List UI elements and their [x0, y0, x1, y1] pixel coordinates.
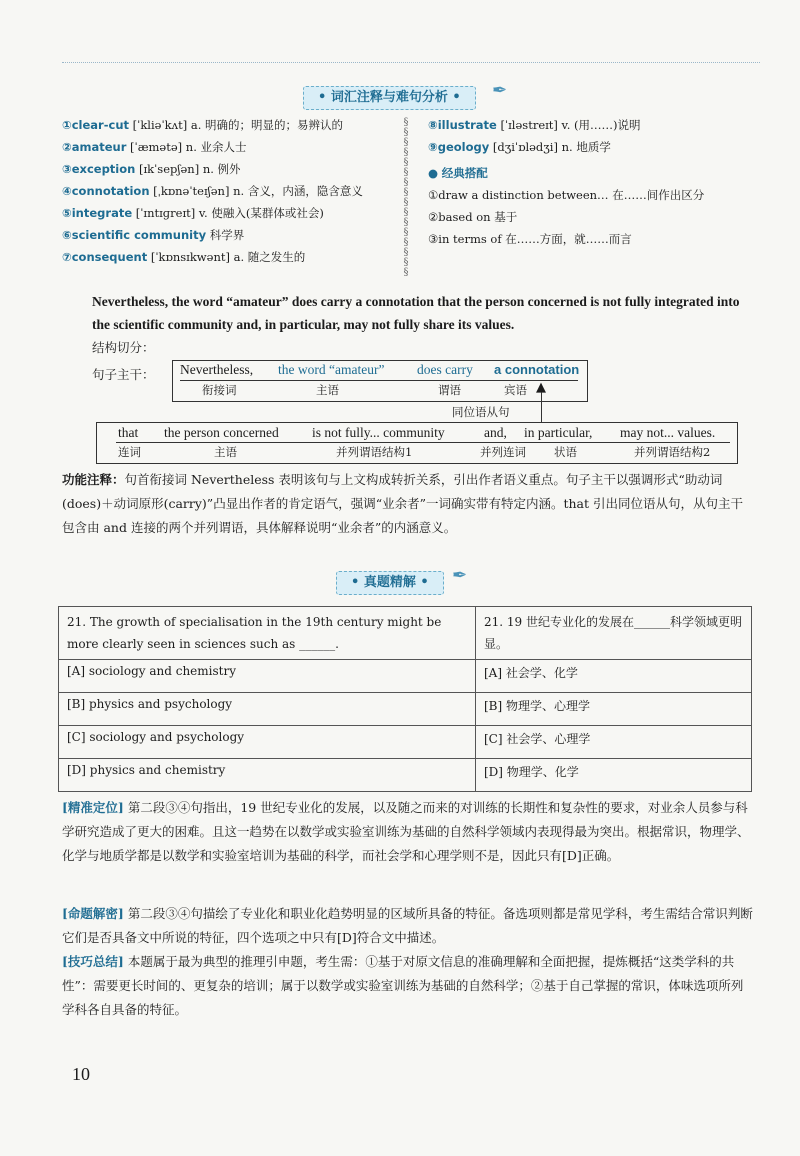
- function-note-head: 功能注释：: [62, 472, 125, 487]
- chunk-connector: Nevertheless,: [180, 362, 254, 377]
- label-subject: 主语: [316, 383, 339, 397]
- analysis-head: [技巧总结]: [62, 954, 124, 969]
- collocation-item: ②based on 基于: [428, 210, 518, 224]
- banner-dot: •: [318, 90, 331, 105]
- table-row: [59, 726, 752, 759]
- vocab-item: ③exception [ɪkˈsepʃən] n. 例外: [62, 162, 241, 176]
- feather-icon: ✒: [492, 80, 508, 101]
- collocation-heading: ● 经典搭配: [428, 166, 488, 180]
- option-en: [C] sociology and psychology: [59, 726, 476, 759]
- option-en: [B] physics and psychology: [59, 693, 476, 726]
- vocab-item: ⑥scientific community 科学界: [62, 228, 245, 242]
- question-en: 21. The growth of specialisation in the 19th century might be more clearly seen in sciences such as ______.: [59, 607, 476, 660]
- vocab-item: ⑤integrate [ˈɪntɪɡreɪt] v. 使融入(某群体或社会): [62, 206, 324, 220]
- top-divider: [62, 62, 760, 63]
- function-note: 功能注释：句首衔接词 Nevertheless 表明该句与上文构成转折关系，引出作者语义重点。句子主干以强调形式“助动词(does)＋动词原形(carry)”凸显出作者的肯定语气，强调“业余者”一词确实带有特定内涵。that 引出同位语从句，从句主干包含由 and 连接的两个并列谓语，具体解释说明“业余者”的内涵意义。: [62, 472, 744, 535]
- vocab-banner-title: 词汇注释与难句分析: [330, 90, 448, 105]
- chunk-object: a connotation: [494, 362, 580, 377]
- chunk-that: that: [118, 425, 139, 440]
- analysis-summary: [技巧总结] 本题属于最为典型的推理引申题，考生需：①基于对原文信息的准确理解和全面把握，提炼概括“这类学科的共性”：需要更长时间的、更复杂的培训；属于以数学或实验室训练为基础的自然科学；②基于自己掌握的常识，体味选项所列学科各自具备的特征。: [62, 954, 744, 1017]
- option-en: [D] physics and chemistry: [59, 759, 476, 792]
- banner-dot: •: [415, 575, 429, 590]
- chunk-adverbial: in particular,: [524, 425, 593, 440]
- analysis-head: [命题解密]: [62, 906, 124, 921]
- vocab-item: ⑧illustrate [ˈɪləstreɪt] v. (用……)说明: [428, 118, 641, 132]
- label-conjunction: 连词: [118, 445, 141, 459]
- vocab-item: ②amateur [ˈæmətə] n. 业余人士: [62, 140, 247, 154]
- collocation-item: ①draw a distinction between… 在……间作出区分: [428, 188, 705, 202]
- option-zh: [C] 社会学、心理学: [476, 726, 752, 759]
- vocab-item: ④connotation [ˌkɒnəˈteɪʃən] n. 含义，内涵，隐含意义: [62, 184, 363, 198]
- vocab-item: ⑦consequent [ˈkɒnsɪkwənt] a. 随之发生的: [62, 250, 306, 264]
- collocation-item: ③in terms of 在……方面，就……而言: [428, 232, 632, 246]
- label-object: 宾语: [504, 383, 527, 397]
- option-zh: [D] 物理学、化学: [476, 759, 752, 792]
- option-zh: [A] 社会学、化学: [476, 660, 752, 693]
- label-predicate-1: 并列谓语结构1: [336, 445, 413, 459]
- structure-label: 结构切分：: [92, 340, 155, 355]
- vocab-banner: [303, 86, 476, 110]
- label-clause-subject: 主语: [214, 445, 237, 459]
- chunk-predicate-2: may not... values.: [620, 425, 716, 440]
- feather-icon: ✒: [452, 565, 468, 586]
- banner-dot: •: [447, 90, 461, 105]
- appositive-label: 同位语从句: [452, 405, 510, 419]
- table-row: [59, 759, 752, 792]
- table-row: [59, 607, 752, 660]
- table-row: [59, 660, 752, 693]
- chunk-predicate: does carry: [417, 362, 473, 377]
- underline: [180, 380, 578, 381]
- exam-banner-title: 真题精解: [363, 575, 416, 590]
- label-predicate-2: 并列谓语结构2: [634, 445, 711, 459]
- option-zh: [B] 物理学、心理学: [476, 693, 752, 726]
- arrow-up-icon: ▲: [536, 380, 546, 395]
- vocab-item: ⑨geology [dʒiˈɒlədʒi] n. 地质学: [428, 140, 611, 154]
- chunk-clause-subject: the person concerned: [164, 425, 279, 440]
- exam-banner: [336, 571, 444, 595]
- analysis-location: [精准定位] 第二段③④句指出，19 世纪专业化的发展，以及随之而来的对训练的长期性和复杂性的要求，对业余人员参与科学研究造成了更大的困难。且这一趋势在以数学或实验室训练为基础的自然科学领域内表现得最为突出。根据常识，物理学、化学与地质学都是以数学和实验室培训为基础的科学，而社会学和心理学则不是，因此只有[D]正确。: [62, 800, 750, 863]
- question-zh: 21. 19 世纪专业化的发展在______科学领域更明显。: [476, 607, 752, 660]
- key-sentence: Nevertheless, the word “amateur” does carry a connotation that the person concerned is not fully integrated into the scientific community and, in particular, may not fully share its values.: [92, 294, 740, 332]
- chunk-and: and,: [484, 425, 507, 440]
- arrow-line: [541, 392, 542, 422]
- label-connector: 衔接词: [202, 383, 237, 397]
- table-row: [59, 693, 752, 726]
- question-table: [58, 606, 752, 792]
- label-and: 并列连词: [480, 445, 526, 459]
- chain-divider: § § § § § § § § § § § § § § § §: [403, 117, 409, 278]
- bullet-icon: ●: [428, 166, 439, 180]
- label-predicate: 谓语: [438, 383, 461, 397]
- label-adverbial: 状语: [554, 445, 577, 459]
- analysis-head: [精准定位]: [62, 800, 124, 815]
- vocab-left-list: [62, 114, 397, 268]
- option-en: [A] sociology and chemistry: [59, 660, 476, 693]
- page-number: 10: [72, 1064, 90, 1084]
- banner-dot: •: [351, 575, 364, 590]
- main-clause-label: 句子主干：: [92, 367, 155, 382]
- chunk-subject: the word “amateur”: [278, 362, 385, 377]
- underline: [116, 442, 730, 443]
- analysis-decode: [命题解密] 第二段③④句描绘了专业化和职业化趋势明显的区域所具备的特征。备选项则都是常见学科，考生需结合常识判断它们是否具备文中所说的特征，四个选项之中只有[D]符合文中描述。: [62, 906, 753, 945]
- vocab-item: ①clear-cut [ˈkliəˈkʌt] a. 明确的；明显的；易辨认的: [62, 118, 344, 132]
- vocab-right-list: [428, 114, 758, 250]
- chunk-predicate-1: is not fully... community: [312, 425, 445, 440]
